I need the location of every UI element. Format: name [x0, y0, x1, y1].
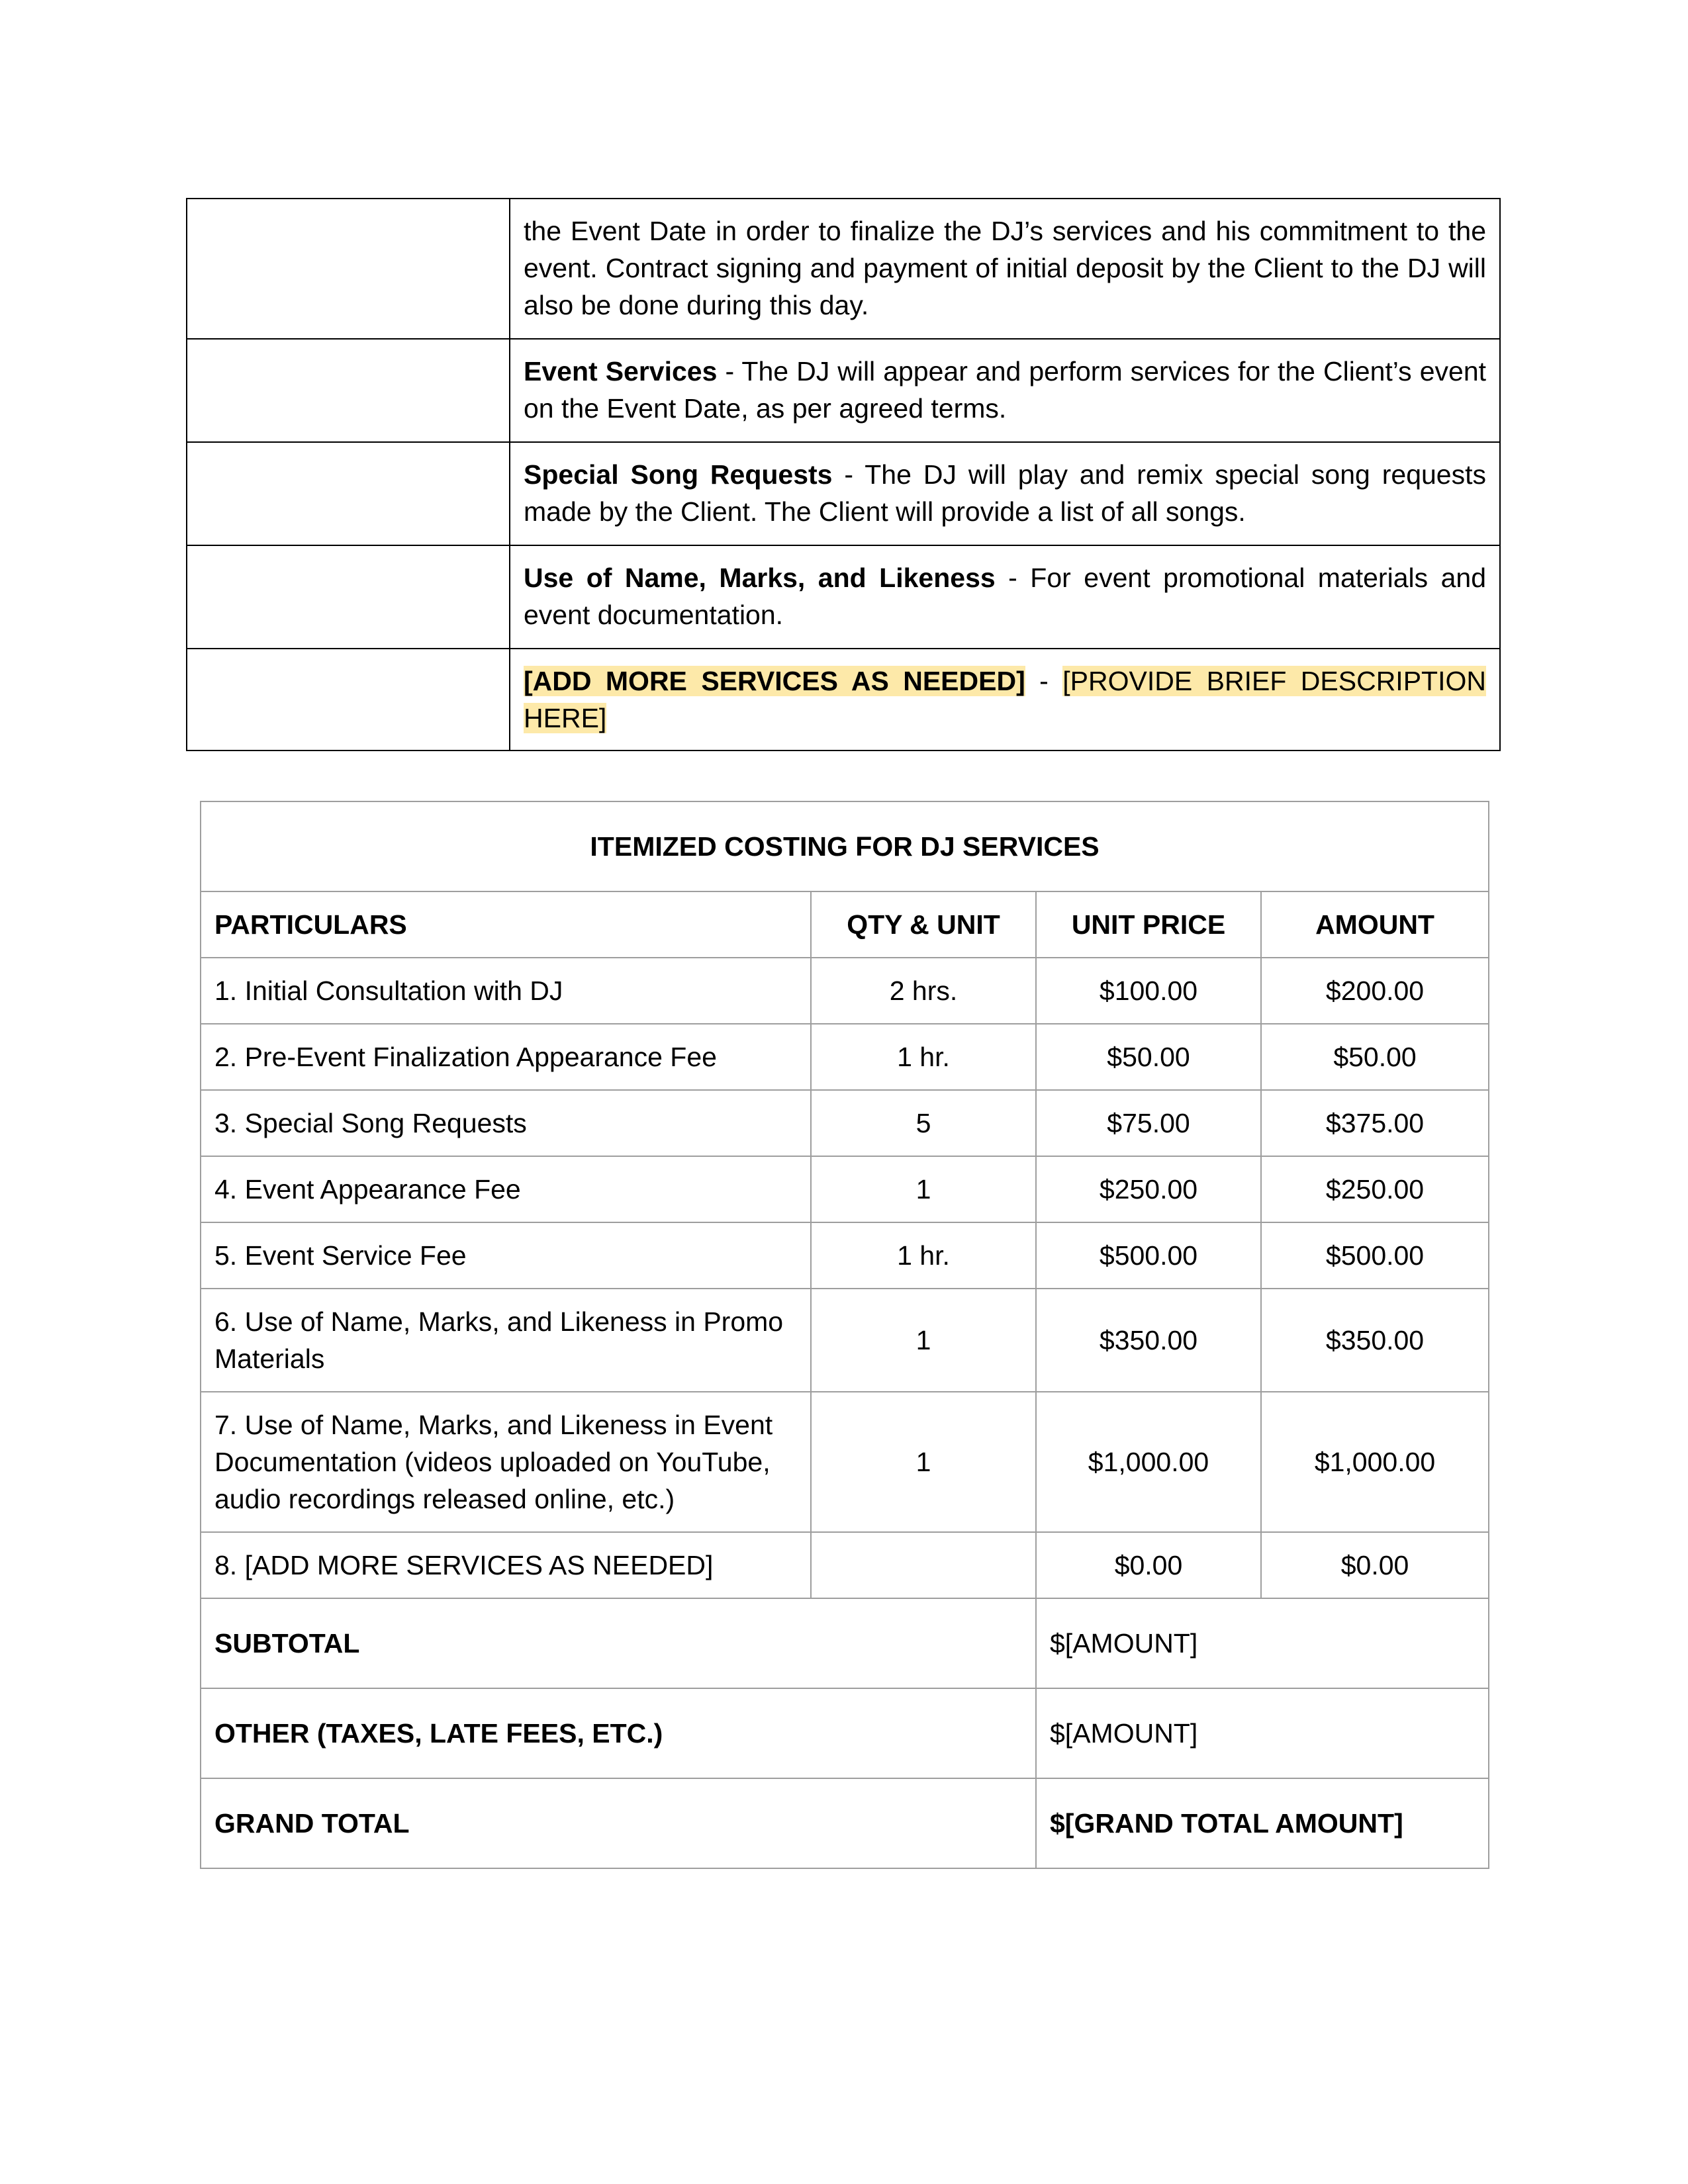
unit-price-cell: $50.00	[1036, 1024, 1261, 1090]
services-row	[187, 442, 1500, 545]
service-name-placeholder: [ADD MORE SERVICES AS NEEDED]	[524, 666, 1025, 696]
table-row	[201, 958, 1489, 1024]
service-description: the Event Date in order to finalize the DJ’s services and his commitment to the event. Contract signing and payment of initial deposit by the Client to the DJ will also be done during this day.	[524, 216, 1486, 320]
other-fees-label: OTHER (TAXES, LATE FEES, ETC.)	[201, 1688, 1036, 1778]
other-fees-value: $[AMOUNT]	[1036, 1688, 1489, 1778]
particular-cell: 1. Initial Consultation with DJ	[201, 958, 811, 1024]
amount-cell: $50.00	[1261, 1024, 1489, 1090]
unit-price-cell: $100.00	[1036, 958, 1261, 1024]
column-header-qty: QTY & UNIT	[811, 891, 1036, 958]
qty-cell: 1 hr.	[811, 1222, 1036, 1289]
column-header-unit-price: UNIT PRICE	[1036, 891, 1261, 958]
service-label-cell	[187, 545, 510, 649]
table-row	[201, 1532, 1489, 1598]
amount-cell: $500.00	[1261, 1222, 1489, 1289]
amount-cell: $200.00	[1261, 958, 1489, 1024]
particular-cell: 3. Special Song Requests	[201, 1090, 811, 1156]
subtotal-value: $[AMOUNT]	[1036, 1598, 1489, 1688]
separator: -	[1025, 666, 1063, 696]
qty-cell: 1	[811, 1392, 1036, 1532]
costing-title-row	[201, 801, 1489, 891]
subtotal-row	[201, 1598, 1489, 1688]
amount-cell: $1,000.00	[1261, 1392, 1489, 1532]
column-header-amount: AMOUNT	[1261, 891, 1489, 958]
services-row	[187, 199, 1500, 339]
amount-cell: $0.00	[1261, 1532, 1489, 1598]
unit-price-cell: $0.00	[1036, 1532, 1261, 1598]
service-name: Event Services	[524, 356, 718, 387]
particular-cell: 4. Event Appearance Fee	[201, 1156, 811, 1222]
service-label-cell	[187, 339, 510, 442]
service-description-cell	[510, 442, 1500, 545]
table-row	[201, 1289, 1489, 1392]
amount-cell: $350.00	[1261, 1289, 1489, 1392]
services-table	[186, 198, 1501, 751]
service-description-cell	[510, 199, 1500, 339]
particular-cell: 8. [ADD MORE SERVICES AS NEEDED]	[201, 1532, 811, 1598]
service-name: Use of Name, Marks, and Likeness	[524, 563, 996, 593]
service-label-cell	[187, 442, 510, 545]
qty-cell: 1	[811, 1156, 1036, 1222]
table-row	[201, 1024, 1489, 1090]
unit-price-cell: $75.00	[1036, 1090, 1261, 1156]
services-row	[187, 545, 1500, 649]
grand-total-row	[201, 1778, 1489, 1868]
service-description-cell	[510, 339, 1500, 442]
service-description: - The DJ will play and remix special song requests made by the Client. The Client will provide a list of all songs.	[524, 459, 1487, 527]
qty-cell: 1	[811, 1289, 1036, 1392]
particular-cell: 5. Event Service Fee	[201, 1222, 811, 1289]
column-header-particulars: PARTICULARS	[201, 891, 811, 958]
subtotal-label: SUBTOTAL	[201, 1598, 1036, 1688]
particular-cell: 6. Use of Name, Marks, and Likeness in Promo Materials	[201, 1289, 811, 1392]
table-row	[201, 1222, 1489, 1289]
costing-title: ITEMIZED COSTING FOR DJ SERVICES	[201, 801, 1489, 891]
table-row	[201, 1090, 1489, 1156]
unit-price-cell: $350.00	[1036, 1289, 1261, 1392]
service-name: Special Song Requests	[524, 459, 833, 490]
service-description-placeholder: [PROVIDE BRIEF DESCRIPTION HERE]	[524, 666, 1486, 733]
service-description: - For event promotional materials and event documentation.	[524, 563, 1486, 630]
particular-cell: 2. Pre-Event Finalization Appearance Fee	[201, 1024, 811, 1090]
unit-price-cell: $250.00	[1036, 1156, 1261, 1222]
grand-total-label: GRAND TOTAL	[201, 1778, 1036, 1868]
qty-cell	[811, 1532, 1036, 1598]
particular-cell: 7. Use of Name, Marks, and Likeness in Event Documentation (videos uploaded on YouTube, audio recordings released online, etc.)	[201, 1392, 811, 1532]
service-description: - The DJ will appear and perform services for the Client’s event on the Event Date, as per agreed terms.	[524, 356, 1487, 424]
amount-cell: $250.00	[1261, 1156, 1489, 1222]
qty-cell: 5	[811, 1090, 1036, 1156]
service-description-cell	[510, 545, 1500, 649]
grand-total-value: $[GRAND TOTAL AMOUNT]	[1036, 1778, 1489, 1868]
qty-cell: 2 hrs.	[811, 958, 1036, 1024]
service-label-cell	[187, 649, 510, 751]
unit-price-cell: $500.00	[1036, 1222, 1261, 1289]
table-row	[201, 1392, 1489, 1532]
service-description-cell	[510, 649, 1500, 751]
amount-cell: $375.00	[1261, 1090, 1489, 1156]
table-row	[201, 1156, 1489, 1222]
services-row	[187, 649, 1500, 751]
costing-table	[200, 801, 1489, 1869]
service-label-cell	[187, 199, 510, 339]
qty-cell: 1 hr.	[811, 1024, 1036, 1090]
costing-header-row	[201, 891, 1489, 958]
other-fees-row	[201, 1688, 1489, 1778]
services-row	[187, 339, 1500, 442]
unit-price-cell: $1,000.00	[1036, 1392, 1261, 1532]
